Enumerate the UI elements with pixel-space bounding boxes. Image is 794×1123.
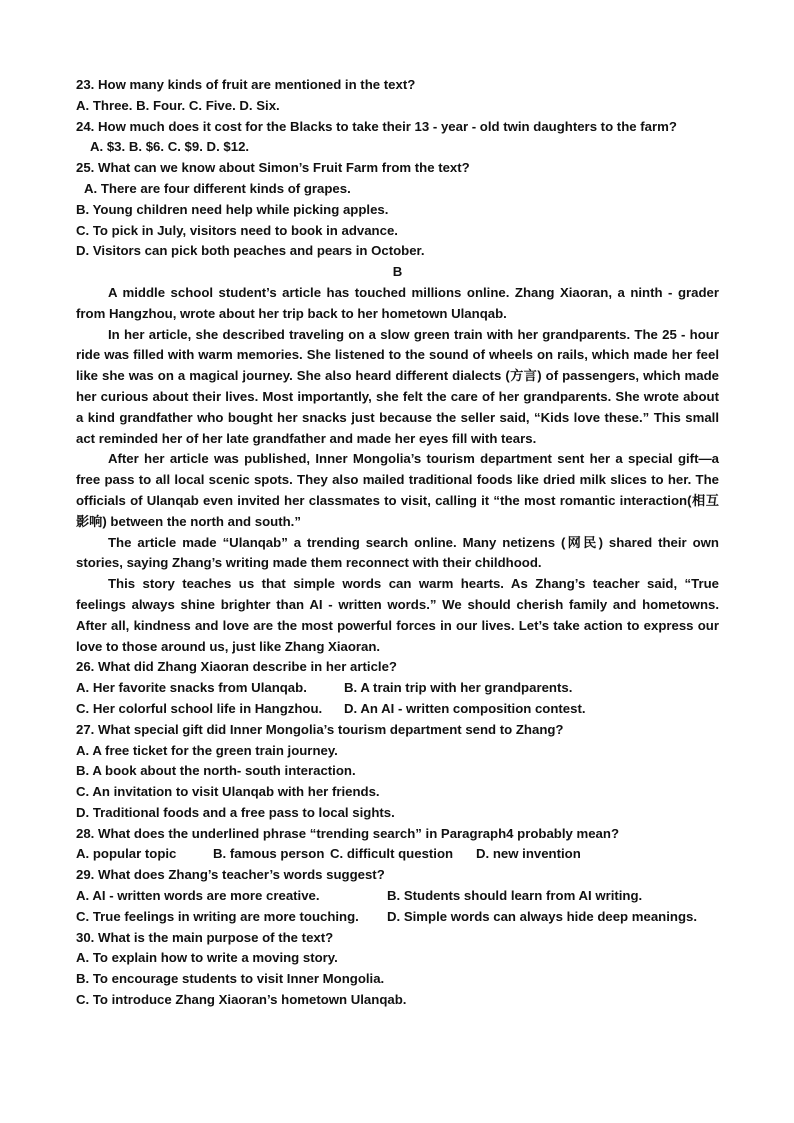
question-27-option-b: B. A book about the north- south interaction. — [76, 763, 356, 779]
question-28-option-c: C. difficult question — [330, 846, 454, 862]
passage-paragraph-3: After her article was published, Inner Mongolia’s tourism department sent her a special gift—a free pass to all local scenic spots. They also mailed traditional foods like dried milk slices to her. The officials of Ulanqab even invited her classmates to visit, calling it “the most romantic interaction(相互影响) between the north and south.” — [76, 451, 719, 529]
passage-paragraph-1: A middle school student’s article has touched millions online. Zhang Xiaoran, a ninth - grader from Hangzhou, wrote about her trip back to her hometown Ulanqab. — [76, 284, 719, 321]
question-28-options — [76, 844, 719, 865]
question-25: 25. What can we know about Simon’s Fruit Farm from the text? — [76, 160, 470, 176]
question-29-options-row-2 — [76, 907, 719, 928]
question-28-option-b: B. famous person — [213, 846, 325, 862]
question-30: 30. What is the main purpose of the text? — [76, 929, 334, 945]
question-24-options: A. $3. B. $6. C. $9. D. $12. — [90, 139, 250, 155]
question-26-option-b: B. A train trip with her grandparents. — [344, 680, 573, 696]
question-29-option-d: D. Simple words can always hide deep meanings. — [387, 908, 698, 924]
question-27-option-d: D. Traditional foods and a free pass to local sights. — [76, 804, 395, 820]
question-25-option-a: A. There are four different kinds of grapes. — [84, 180, 351, 196]
question-29-option-b: B. Students should learn from AI writing. — [387, 888, 643, 904]
question-25-option-d: D. Visitors can pick both peaches and pears in October. — [76, 243, 425, 259]
question-28-option-a: A. popular topic — [76, 846, 177, 862]
question-28: 28. What does the underlined phrase “trending search” in Paragraph4 probably mean? — [76, 825, 620, 841]
question-29-options-row-1 — [76, 886, 719, 907]
question-26: 26. What did Zhang Xiaoran describe in her article? — [76, 659, 397, 675]
question-29-option-c: C. True feelings in writing are more touching. — [76, 908, 359, 924]
question-26-option-a: A. Her favorite snacks from Ulanqab. — [76, 680, 307, 696]
section-b-heading: B — [392, 264, 403, 280]
passage-paragraph-2: In her article, she described traveling on a slow green train with her grandparents. The 25 - hour ride was filled with warm memories. She listened to the sound of wheels on rails, which made her feel like she was on a magical journey. She also heard different dialects (方言) of passengers, which made her curious about their lives. Most importantly, she felt the care of her grandparents. She wrote about a kind grandfather who bought her snacks just because the seller said, “Kids love these.” This small act reminded her of her late grandfather and made her eyes fill with tears. — [76, 326, 719, 446]
question-27-option-c: C. An invitation to visit Ulanqab with her friends. — [76, 784, 380, 800]
question-30-option-c: C. To introduce Zhang Xiaoran’s hometown Ulanqab. — [76, 992, 407, 1008]
question-30-option-b: B. To encourage students to visit Inner Mongolia. — [76, 971, 385, 987]
question-24: 24. How much does it cost for the Blacks to take their 13 - year - old twin daughters to the farm? — [76, 118, 677, 134]
question-26-options-row-1 — [76, 678, 719, 699]
question-23: 23. How many kinds of fruit are mentioned in the text? — [76, 77, 416, 92]
passage-paragraph-5: This story teaches us that simple words can warm hearts. As Zhang’s teacher said, “True feelings always shine brighter than AI - written words.” We should cherish family and hometowns. After all, kindness and love are the most powerful forces in our lives. Let’s take action to express our love to those around us, just like Zhang Xiaoran. — [76, 576, 719, 654]
question-29: 29. What does Zhang’s teacher’s words suggest? — [76, 867, 385, 883]
question-29-option-a: A. AI - written words are more creative. — [76, 888, 320, 904]
question-30-option-a: A. To explain how to write a moving story. — [76, 950, 338, 966]
question-26-options-row-2 — [76, 699, 719, 720]
question-27-option-a: A. A free ticket for the green train journey. — [76, 742, 338, 758]
passage-paragraph-4: The article made “Ulanqab” a trending search online. Many netizens (网民) shared their own stories, saying Zhang’s writing made them reconnect with their childhood. — [76, 534, 719, 571]
question-28-option-d: D. new invention — [476, 846, 581, 862]
question-25-option-c: C. To pick in July, visitors need to book in advance. — [76, 222, 398, 238]
question-26-option-c: C. Her colorful school life in Hangzhou. — [76, 700, 323, 716]
exam-page — [76, 75, 719, 1011]
question-26-option-d: D. An AI - written composition contest. — [344, 700, 586, 716]
question-25-option-b: B. Young children need help while picking apples. — [76, 201, 389, 217]
question-27: 27. What special gift did Inner Mongolia’s tourism department send to Zhang? — [76, 721, 564, 737]
question-23-options: A. Three. B. Four. C. Five. D. Six. — [76, 97, 280, 113]
